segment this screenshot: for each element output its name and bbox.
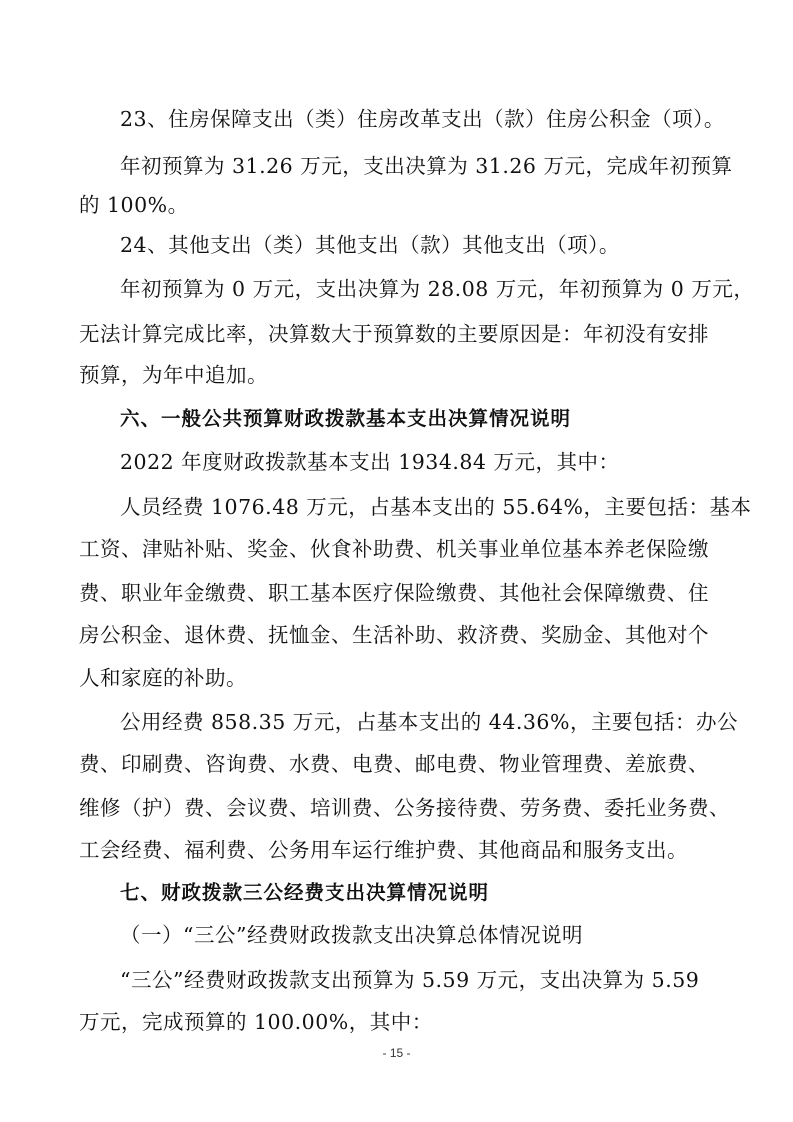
paragraph-line: 年初预算为 31.26 万元，支出决算为 31.26 万元，完成年初预算 [120, 154, 733, 178]
paragraph-line: 无法计算完成比率，决算数大于预算数的主要原因是：年初没有安排 [79, 322, 709, 346]
page-number: - 15 - [382, 1046, 411, 1060]
paragraph-line: 人和家庭的补助。 [79, 666, 247, 690]
paragraph-line: 房公积金、退休费、抚恤金、生活补助、救济费、奖励金、其他对个 [79, 623, 709, 647]
paragraph-line: 年初预算为 0 万元，支出决算为 28.08 万元，年初预算为 0 万元， [120, 277, 755, 301]
paragraph-line: 23、住房保障支出（类）住房改革支出（款）住房公积金（项）。 [120, 107, 725, 131]
paragraph-line: 预算，为年中追加。 [79, 363, 268, 387]
paragraph-line: 维修（护）费、会议费、培训费、公务接待费、劳务费、委托业务费、 [79, 796, 730, 820]
paragraph-line: 工资、津贴补贴、奖金、伙食补助费、机关事业单位基本养老保险缴 [79, 537, 709, 561]
subsection-heading: （一）“三公”经费财政拨款支出决算总体情况说明 [120, 923, 583, 947]
paragraph-line: 万元，完成预算的 100.00%，其中： [79, 1010, 433, 1034]
paragraph-line: “三公”经费财政拨款支出预算为 5.59 万元，支出决算为 5.59 [120, 968, 700, 992]
paragraph-line: 费、印刷费、咨询费、水费、电费、邮电费、物业管理费、差旅费、 [79, 752, 709, 776]
section-heading: 六、一般公共预算财政拨款基本支出决算情况说明 [120, 407, 572, 430]
paragraph-line: 2022 年度财政拨款基本支出 1934.84 万元，其中： [120, 450, 620, 474]
paragraph-line: 人员经费 1076.48 万元，占基本支出的 55.64%，主要包括：基本 [120, 495, 752, 519]
paragraph-line: 工会经费、福利费、公务用车运行维护费、其他商品和服务支出。 [79, 838, 688, 862]
paragraph-line: 的 100%。 [79, 193, 189, 217]
paragraph-line: 24、其他支出（类）其他支出（款）其他支出（项）。 [120, 233, 620, 257]
paragraph-line: 费、职业年金缴费、职工基本医疗保险缴费、其他社会保障缴费、住 [79, 581, 709, 605]
section-heading: 七、财政拨款三公经费支出决算情况说明 [120, 881, 490, 904]
paragraph-line: 公用经费 858.35 万元，占基本支出的 44.36%，主要包括：办公 [120, 710, 738, 734]
